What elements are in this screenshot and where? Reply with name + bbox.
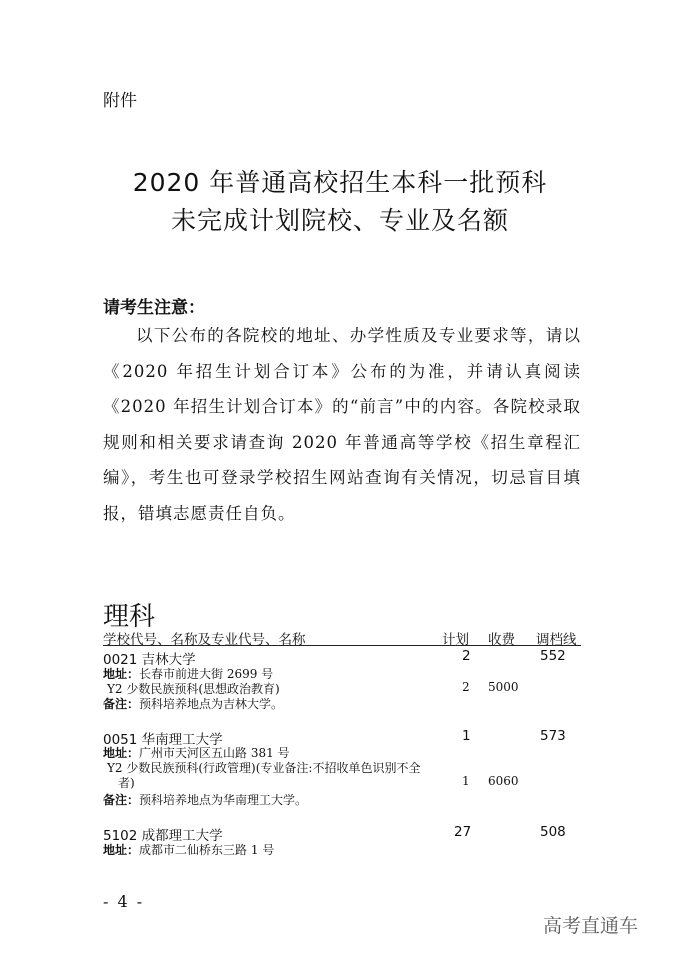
remark-label: 备注： [103,793,140,807]
page-number: - 4 - [103,892,145,911]
remark-value: 预科培养地点为华南理工大学。 [139,793,308,807]
appendix-label: 附件 [103,91,137,111]
address-value: 长春市前进大街 2699 号 [139,667,274,681]
major-name: Y2 少数民族预科(思想政治教育) [107,682,280,696]
address-value: 成都市二仙桥东三路 1 号 [139,843,275,857]
header-name: 学校代号、名称及专业代号、名称 [103,632,306,648]
header-fee: 收费 [488,632,515,648]
school-remark [103,695,283,712]
school-name: 0021 吉林大学 [103,652,196,668]
address-label: 地址： [103,843,140,857]
notice-label: 请考生注意： [103,298,205,318]
major-fee: 5000 [488,680,519,694]
school-score-line: 573 [540,728,566,744]
address-value: 广州市天河区五山路 381 号 [139,746,290,760]
watermark-text: 高考直通车 [543,915,639,937]
header-rule [103,645,581,646]
notice-paragraph [103,318,581,531]
school-address [103,841,274,858]
school-name: 5102 成都理工大学 [103,828,223,844]
section-title: 理科 [103,602,156,632]
school-plan: 1 [462,728,471,744]
school-score-line: 552 [540,648,566,664]
notice-text: 以下公布的各院校的地址、办学性质及专业要求等，请以《2020 年招生计划合订本》公布的为准，并请认真阅读《2020 年招生计划合订本》的“前言”中的内容。各院校录取规则和相关要求请查询 2020 年普通高等学校《招生章程汇编》，考生也可登录学校招生网站查询有关情况，切忌盲目填报，错填志愿责任自负。 [103,326,581,523]
document-title-line-2: 未完成计划院校、专业及名额 [170,206,509,235]
major-plan: 1 [462,774,470,788]
school-plan: 27 [454,824,472,840]
document-title-line-1: 2020 年普通高校招生本科一批预科 [132,168,548,197]
header-line: 调档线 [536,632,577,648]
school-name: 0051 华南理工大学 [103,732,223,748]
address-label: 地址： [103,667,140,681]
major-plan: 2 [462,680,470,694]
major-name-continued: 者) [118,776,135,790]
school-score-line: 508 [540,824,566,840]
header-plan: 计划 [442,632,469,648]
remark-value: 预科培养地点为吉林大学。 [139,697,284,711]
major-fee: 6060 [488,774,519,788]
school-remark [103,791,307,808]
remark-label: 备注： [103,697,140,711]
major-name: Y2 少数民族预科(行政管理)(专业备注:不招收单色识别不全 [107,761,421,775]
address-label: 地址： [103,746,140,760]
school-plan: 2 [462,648,471,664]
